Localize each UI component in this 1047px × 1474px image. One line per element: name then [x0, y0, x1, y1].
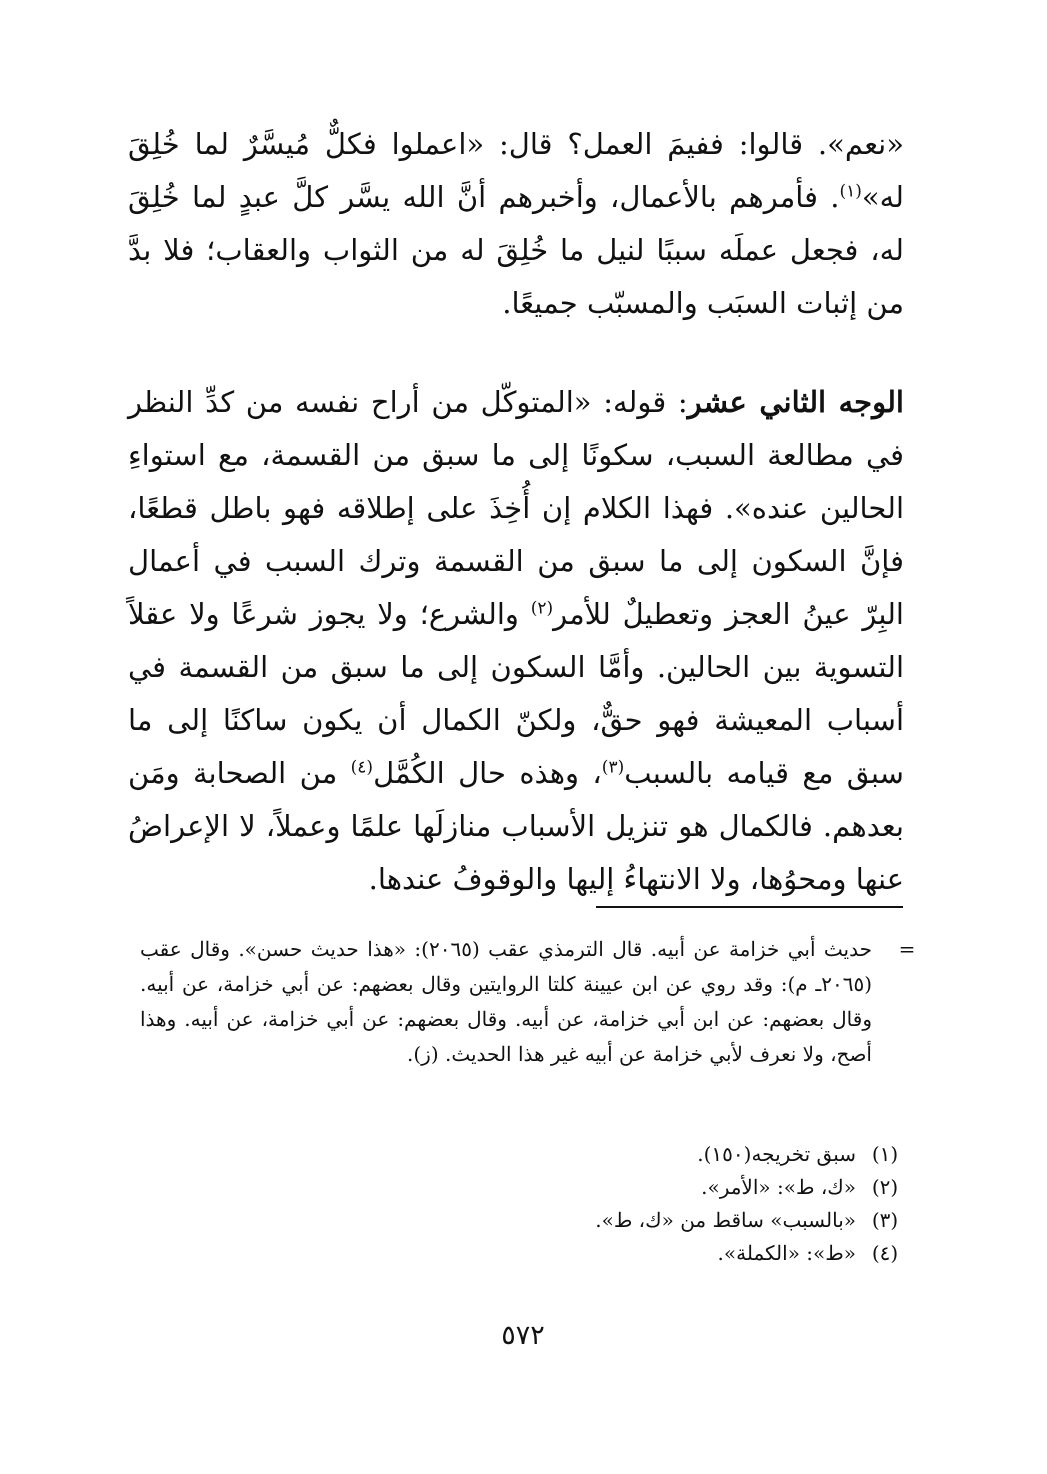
footnote-item	[300, 1138, 906, 1171]
footnote-item	[300, 1171, 906, 1204]
paragraph-2	[128, 376, 904, 906]
footnote-text: «بالسبب» ساقط من «ك، ط».	[595, 1208, 856, 1232]
paragraph-2-part-3: ، وهذه حال الكُمَّل	[373, 756, 602, 790]
continued-footnote-text: حديث أبي خزامة عن أبيه. قال الترمذي عقب (٢٠٦٥): «هذا حديث حسن». وقال عقب (٢٠٦٥ـ م): وقد روي عن ابن عيينة كلتا الروايتين وقال بعضهم: عن أبي خزامة، عن أبيه. وقال بعضهم: عن ابن أبي خزامة، عن أبيه. وقال بعضهم: عن أبي خزامة، عن أبيه. وهذا أصح، ولا نعرف لأبي خزامة عن أبيه غير هذا الحديث. (ز).	[140, 937, 872, 1066]
paragraph-2-part-4: من الصحابة ومَن بعدهم. فالكمال هو تنزيل الأسباب منازلَها علمًا وعملاً، لا الإعراضُ عنها ومحوُها، ولا الانتهاءُ إليها والوقوفُ عندها.	[128, 756, 904, 896]
section-heading-twelfth-aspect: الوجه الثاني عشر	[687, 385, 904, 419]
page-number: ٥٧٢	[501, 1320, 545, 1351]
footnote-text: «ك، ط»: «الأمر».	[701, 1175, 856, 1199]
paragraph-2-text	[128, 376, 904, 906]
footnote-item	[300, 1204, 906, 1237]
paragraph-1-after-ref: . فأمرهم بالأعمال، وأخبرهم أنَّ الله يسَّر كلَّ عبدٍ لما خُلِقَ له، فجعل عملَه سببًا لنيل ما خُلِقَ له من الثواب والعقاب؛ فلا بدَّ من إثبات السبَب والمسبّب جميعًا.	[128, 180, 904, 320]
footnote-ref-2: (٢)	[530, 598, 554, 619]
paragraph-1-before-ref: «نعم». قالوا: ففيمَ العمل؟ قال: «اعملوا فكلٌّ مُيسَّرٌ لما خُلِقَ له»	[128, 127, 904, 214]
footnote-text: سبق تخريجه(١٥٠).	[697, 1142, 856, 1166]
footnote-ref-1: (١)	[839, 181, 862, 202]
continued-footnote-mark: =	[898, 937, 916, 961]
paragraph-2-part-2: والشرع؛ ولا يجوز شرعًا ولا عقلاً التسوية بين الحالين. وأمَّا السكون إلى ما سبق من القسمة في أسباب المعيشة فهو حقٌّ، ولكنّ الكمال أن يكون ساكنًا إلى ما سبق مع قيامه بالسبب	[128, 597, 904, 790]
footnote-ref-3: (٣)	[601, 757, 625, 778]
footnote-text: «ط»: «الكملة».	[717, 1241, 856, 1265]
footnote-number: (٢)	[871, 1175, 899, 1199]
footnote-number: (٣)	[871, 1208, 899, 1232]
paragraph-1-text	[128, 118, 904, 330]
footnote-list	[300, 1138, 906, 1270]
paragraph-2-part-1: : قوله: «المتوكّل من أراح نفسه من كدِّ النظر في مطالعة السبب، سكونًا إلى ما سبق من القسمة، مع استواءِ الحالين عنده». فهذا الكلام إن أُخِذَ على إطلاقه فهو باطل قطعًا، فإنَّ السكون إلى ما سبق من القسمة وترك السبب في أعمال البِرّ عينُ العجز وتعطيلٌ للأمر	[128, 385, 904, 631]
footnote-divider	[596, 906, 903, 908]
footnote-number: (١)	[871, 1142, 899, 1166]
footnote-item	[300, 1237, 906, 1270]
paragraph-1	[128, 118, 904, 330]
footnote-number: (٤)	[871, 1241, 899, 1265]
footnote-ref-4: (٤)	[350, 757, 374, 778]
